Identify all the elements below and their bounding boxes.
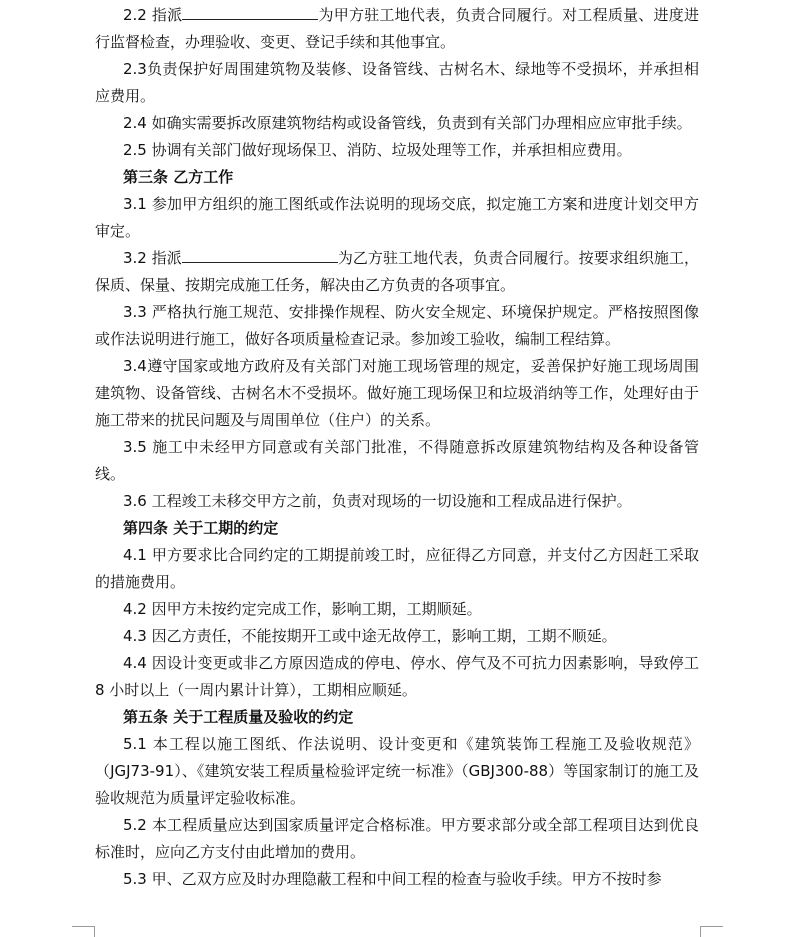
- clause-3-2-text: 为乙方驻工地代表，负责合同履行。按要求组织施工，保质、保量、按期完成施工任务，解决由乙方负责的各项事宜。: [95, 249, 699, 294]
- clause-3-3: 3.3 严格执行施工规范、安排操作规程、防火安全规定、环境保护规定。严格按照图像或作法说明进行施工，做好各项质量检查记录。参加竣工验收，编制工程结算。: [95, 303, 699, 348]
- page-margin-corner-left: [72, 926, 95, 937]
- article-3-heading: 第三条 乙方工作: [123, 168, 234, 186]
- clause-5-2: 5.2 本工程质量应达到国家质量评定合格标准。甲方要求部分或全部工程项目达到优良标准时，应向乙方支付由此增加的费用。: [95, 816, 699, 861]
- clause-3-1: 3.1 参加甲方组织的施工图纸或作法说明的现场交底，拟定施工方案和进度计划交甲方审定。: [95, 195, 699, 240]
- clause-4-4: 4.4 因设计变更或非乙方原因造成的停电、停水、停气及不可抗力因素影响，导致停工 8 小时以上（一周内累计计算），工期相应顺延。: [95, 654, 699, 699]
- clause-2-2: [95, 2, 699, 56]
- clause-2-4: 2.4 如确实需要拆改原建筑物结构或设备管线，负责到有关部门办理相应应审批手续。: [123, 114, 692, 132]
- page-margin-corner-right: [700, 926, 723, 937]
- article-4-heading: 第四条 关于工期的约定: [123, 519, 279, 537]
- representative-blank-field: [182, 245, 338, 263]
- clause-5-3: 5.3 甲、乙双方应及时办理隐蔽工程和中间工程的检查与验收手续。甲方不按时参: [123, 870, 662, 888]
- article-5-heading: 第五条 关于工程质量及验收的约定: [123, 708, 354, 726]
- clause-5-1: 5.1 本工程以施工图纸、作法说明、设计变更和《建筑装饰工程施工及验收规范》（JGJ73-91）、《建筑安装工程质量检验评定统一标准》（GBJ300-88）等国家制订的施工及验收规范为质量评定验收标准。: [95, 735, 699, 807]
- representative-blank-field: [182, 2, 318, 20]
- clause-2-2-text: 为甲方驻工地代表，负责合同履行。对工程质量、进度进行监督检查，办理验收、变更、登记手续和其他事宜。: [95, 6, 699, 51]
- clause-2-2-prefix: 2.2 指派: [123, 6, 183, 24]
- clause-2-5: 2.5 协调有关部门做好现场保卫、消防、垃圾处理等工作，并承担相应费用。: [123, 141, 632, 159]
- clause-2-3: 2.3负责保护好周围建筑物及装修、设备管线、古树名木、绿地等不受损坏，并承担相应费用。: [95, 60, 699, 105]
- clause-4-2: 4.2 因甲方未按约定完成工作，影响工期，工期顺延。: [123, 600, 482, 618]
- clause-3-4: 3.4遵守国家或地方政府及有关部门对施工现场管理的规定，妥善保护好施工现场周围建筑物、设备管线、古树名木不受损坏。做好施工现场保卫和垃圾消纳等工作，处理好由于施工带来的扰民问题及与周围单位（住户）的关系。: [95, 357, 699, 429]
- clause-3-6: 3.6 工程竣工未移交甲方之前，负责对现场的一切设施和工程成品进行保护。: [123, 492, 632, 510]
- clause-3-2-prefix: 3.2 指派: [123, 249, 182, 267]
- clause-3-2: [95, 245, 699, 299]
- clause-4-1: 4.1 甲方要求比合同约定的工期提前竣工时，应征得乙方同意，并支付乙方因赶工采取的措施费用。: [95, 546, 699, 591]
- document-body: [95, 2, 699, 893]
- clause-4-3: 4.3 因乙方责任，不能按期开工或中途无故停工，影响工期，工期不顺延。: [123, 627, 617, 645]
- clause-3-5: 3.5 施工中未经甲方同意或有关部门批准，不得随意拆改原建筑物结构及各种设备管线。: [95, 438, 699, 483]
